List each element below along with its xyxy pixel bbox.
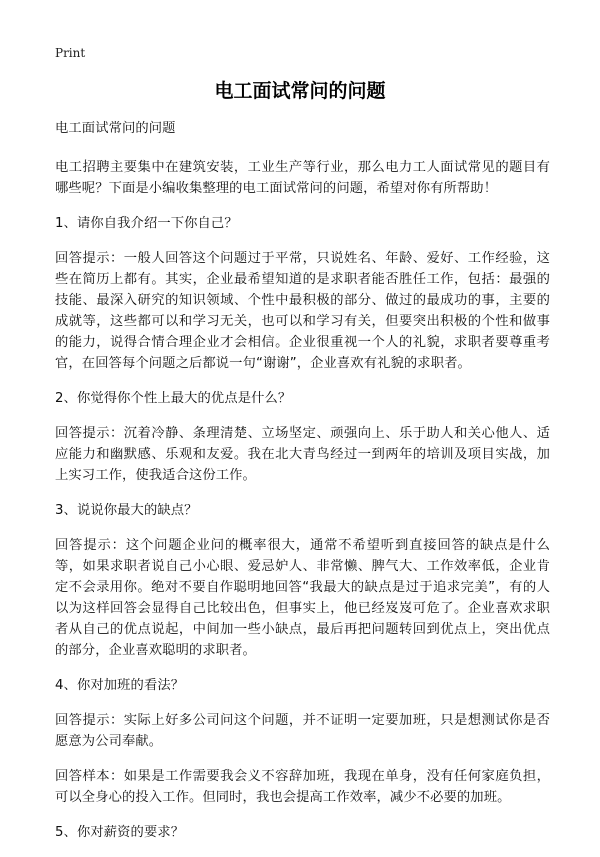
article-subtitle: 电工面试常问的问题 xyxy=(55,121,176,136)
question-4: 4、你对加班的看法？ xyxy=(55,678,185,693)
page-title: 电工面试常问的问题 xyxy=(214,80,386,102)
question-2: 2、你觉得你个性上最大的优点是什么？ xyxy=(55,391,292,406)
answer-1-paragraph: 回答提示：一般人回答这个问题过于平常，只说姓名、年龄、爱好、工作经验，这些在简历上都有。其实，企业最希望知道的是求职者能否胜任工作，包括：最强的技能、最深入研究的知识领域、个性中最积极的部分、做过的最成功的事，主要的成就等，这些都可以和学习无关，也可以和学习有关，但要突出积极的个性和做事的能力，说得合情合理企业才会相信。企业很重视一个人的礼貌，求职者要尊重考官，在回答每个问题之后都说一句“谢谢”，企业喜欢有礼貌的求职者。 xyxy=(55,251,550,371)
intro-paragraph: 电工招聘主要集中在建筑安装，工业生产等行业，那么电力工人面试常见的题目有哪些呢？下面是小编收集整理的电工面试常问的问题，希望对你有所帮助！ xyxy=(55,160,550,196)
answer-4-sample-paragraph: 回答样本：如果是工作需要我会义不容辞加班，我现在单身，没有任何家庭负担，可以全身心的投入工作。但同时，我也会提高工作效率，减少不必要的加班。 xyxy=(55,769,550,805)
question-3: 3、说说你最大的缺点？ xyxy=(55,503,198,518)
answer-3-paragraph: 回答提示：这个问题企业问的概率很大，通常不希望听到直接回答的缺点是什么等，如果求职者说自己小心眼、爱忌妒人、非常懒、脾气大、工作效率低，企业肯定不会录用你。绝对不要自作聪明地回答“我最大的缺点是过于追求完美”，有的人以为这样回答会显得自己比较出色，但事实上，他已经岌岌可危了。企业喜欢求职者从自己的优点说起，中间加一些小缺点，最后再把问题转回到优点上，突出优点的部分，企业喜欢聪明的求职者。 xyxy=(55,538,550,658)
question-1: 1、请你自我介绍一下你自己？ xyxy=(55,216,238,231)
print-link[interactable]: Print xyxy=(55,46,86,60)
article-body xyxy=(55,118,550,857)
answer-4-paragraph: 回答提示：实际上好多公司问这个问题，并不证明一定要加班，只是想测试你是否愿意为公司奉献。 xyxy=(55,713,550,749)
answer-2-paragraph: 回答提示：沉着冷静、条理清楚、立场坚定、顽强向上、乐于助人和关心他人、适应能力和幽默感、乐观和友爱。我在北大青鸟经过一到两年的培训及项目实战，加上实习工作，使我适合这份工作。 xyxy=(55,426,550,483)
question-5: 5、你对薪资的要求？ xyxy=(55,825,185,840)
